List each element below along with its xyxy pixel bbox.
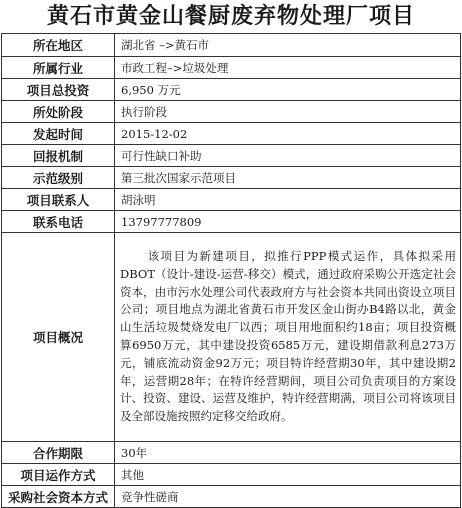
table-row: [2, 123, 461, 145]
row-label-operation: 项目运作方式: [2, 464, 115, 486]
row-label-contact: 项目联系人: [2, 189, 115, 211]
table-row: [2, 34, 461, 57]
row-label-start-date: 发起时间: [2, 123, 115, 145]
table-row: [2, 486, 461, 508]
page-title: 黄石市黄金山餐厨废弃物处理厂项目: [46, 3, 415, 29]
row-value-operation: 其他: [115, 464, 461, 486]
row-value-term: 30年: [115, 442, 461, 464]
row-value-demo-level: 第三批次国家示范项目: [115, 167, 461, 189]
project-info-table: [1, 33, 461, 508]
row-label-stage: 所处阶段: [2, 101, 115, 123]
table-row: [2, 79, 461, 101]
table-row: [2, 101, 461, 123]
row-label-procurement: 采购社会资本方式: [2, 486, 115, 508]
row-value-stage: 执行阶段: [115, 101, 461, 123]
table-row: [2, 167, 461, 189]
table-row: [2, 464, 461, 486]
row-label-region: 所在地区: [2, 34, 115, 57]
row-value-summary: 该项目为新建项目，拟推行PPP模式运作，具体拟采用DBOT（设计-建设-运营-移交）模式，通过政府采购公开选定社会资本，由市污水处理公司代表政府方与社会资本共同出资设立项目公司；项目地点为湖北省黄石市开发区金山街办B4路以北，黄金山生活垃圾焚烧发电厂以西；项目用地面积约18亩；项目投资概算6950万元，其中建设投资6585万元，建设期借款利息273万元，铺底流动资金92万元；项目特许经营期30年，其中建设期2年，运营期28年；在特许经营期间，项目公司负责项目的方案设计、投资、建设、运营及维护，特许经营期满，项目公司将该项目及全部设施按照约定移交给政府。: [115, 233, 461, 442]
table-row: [2, 189, 461, 211]
row-label-industry: 所属行业: [2, 57, 115, 79]
row-value-region: 湖北省 –>黄石市: [115, 34, 461, 57]
row-label-term: 合作期限: [2, 442, 115, 464]
row-label-demo-level: 示范级别: [2, 167, 115, 189]
row-label-return: 回报机制: [2, 145, 115, 167]
table-row: [2, 233, 461, 442]
table-row: [2, 57, 461, 79]
row-label-summary: 项目概况: [2, 233, 115, 442]
row-label-investment: 项目总投资: [2, 79, 115, 101]
row-value-phone: 13797777809: [115, 211, 461, 233]
row-label-phone: 联系电话: [2, 211, 115, 233]
row-value-procurement: 竞争性磋商: [115, 486, 461, 508]
table-row: [2, 145, 461, 167]
row-value-start-date: 2015-12-02: [115, 123, 461, 145]
row-value-investment: 6,950 万元: [115, 79, 461, 101]
row-value-contact: 胡泳明: [115, 189, 461, 211]
row-value-industry: 市政工程–>垃圾处理: [115, 57, 461, 79]
table-row: [2, 442, 461, 464]
table-row: [2, 211, 461, 233]
row-value-return: 可行性缺口补助: [115, 145, 461, 167]
